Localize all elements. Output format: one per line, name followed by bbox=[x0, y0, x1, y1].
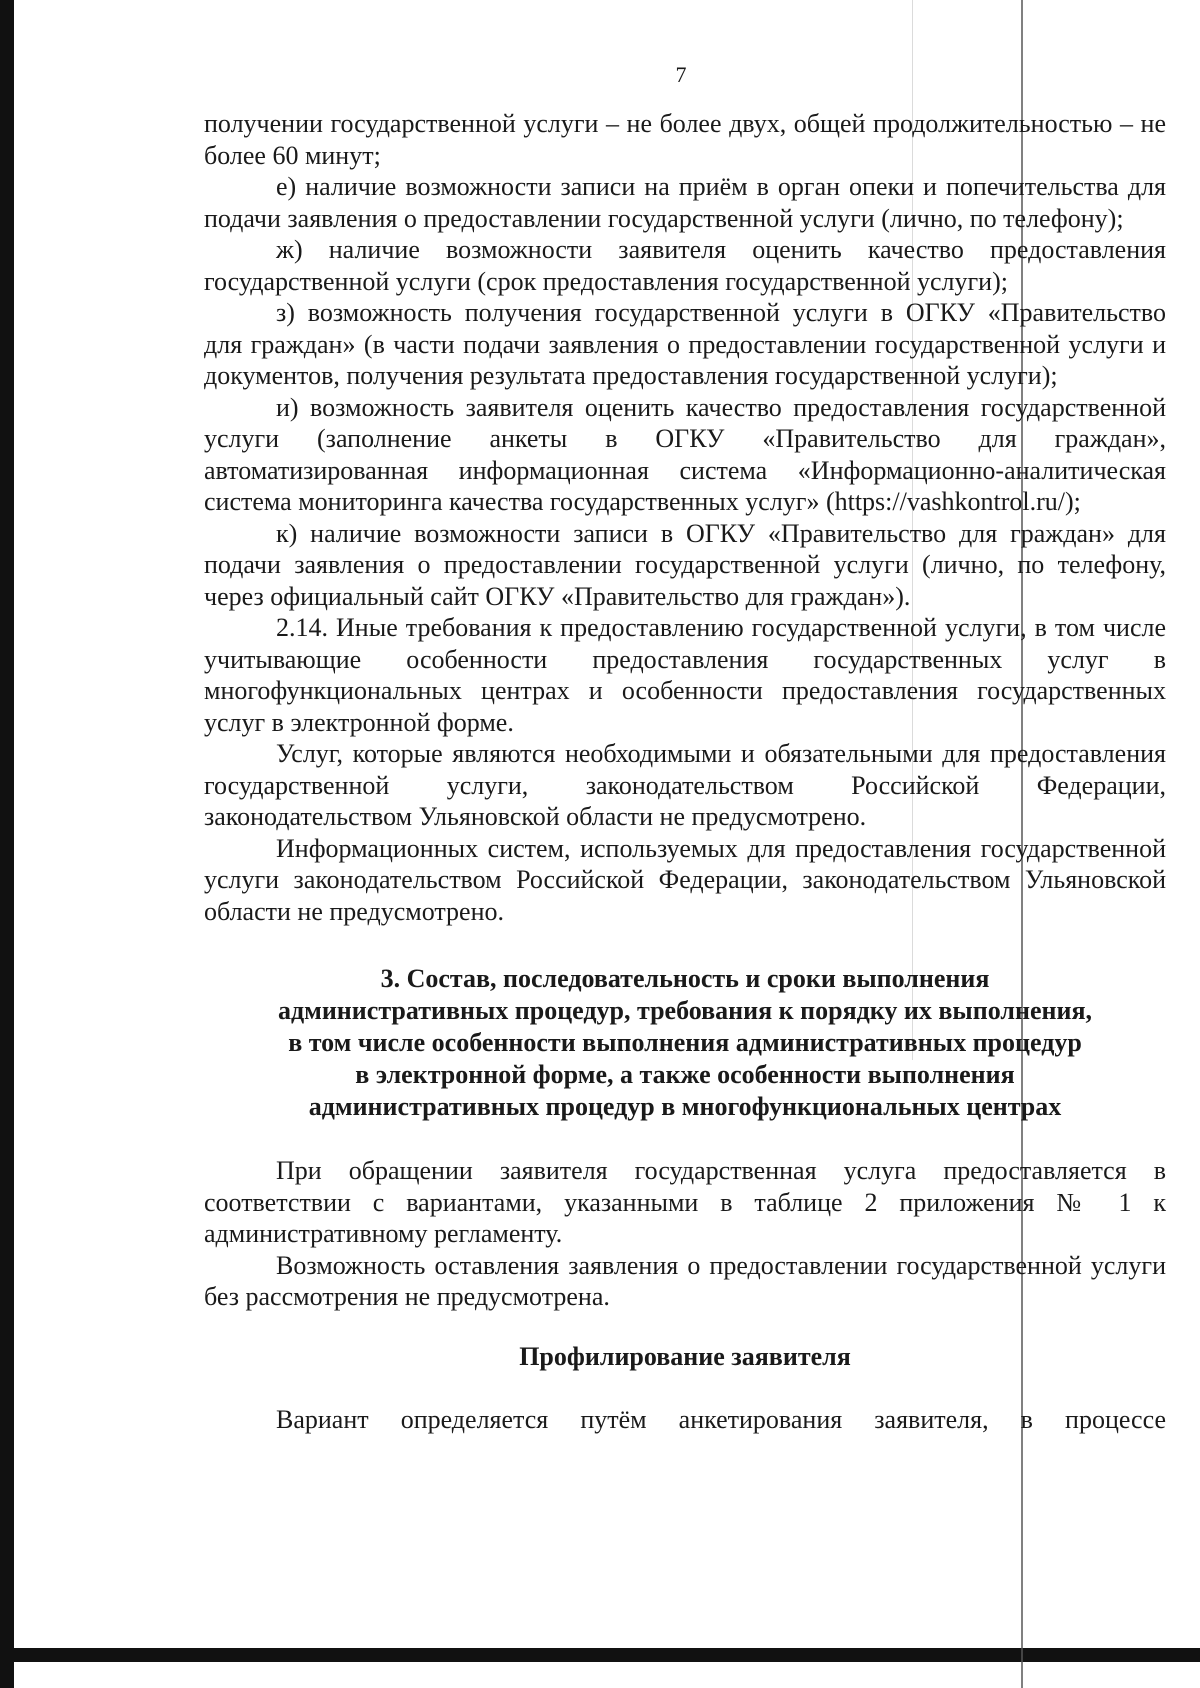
document-body bbox=[204, 108, 1166, 1436]
section-title-line: в том числе особенности выполнения административных процедур bbox=[288, 1028, 1082, 1057]
section-title-line: административных процедур, требования к порядку их выполнения, bbox=[277, 996, 1093, 1025]
section-3-title bbox=[204, 963, 1166, 1123]
paragraph-continuation: получении государственной услуги – не более двух, общей продолжительностью – не более 60 минут; bbox=[204, 109, 1166, 170]
paragraph-item-zh: ж) наличие возможности заявителя оценить качество предоставления государственной услуги (срок предоставления государственной услуги); bbox=[204, 235, 1166, 296]
paragraph-variant-determination: Вариант определяется путём анкетирования заявителя, в процессе bbox=[276, 1405, 1166, 1434]
paragraph-item-z: з) возможность получения государственной услуги в ОГКУ «Правительство для граждан» (в части подачи заявления о предоставлении государственной услуги и документов, получения результата предоставления государственной услуги); bbox=[204, 298, 1166, 390]
section-title-line: в электронной форме, а также особенности выполнения bbox=[355, 1060, 1015, 1089]
paragraph-item-e: е) наличие возможности записи на приём в орган опеки и попечительства для подачи заявления о предоставлении государственной услуги (лично, по телефону); bbox=[204, 172, 1166, 233]
page-number: 7 bbox=[675, 62, 687, 87]
paragraph-services: Услуг, которые являются необходимыми и обязательными для предоставления государственной услуги, законодательством Российской Федерации, законодательством Ульяновской области не предусмотрено. bbox=[204, 739, 1166, 831]
paragraph-info-systems: Информационных систем, используемых для предоставления государственной услуги законодательством Российской Федерации, законодательством Ульяновской области не предусмотрено. bbox=[204, 833, 1166, 926]
section-title-line: 3. Состав, последовательность и сроки выполнения bbox=[380, 964, 990, 993]
paragraph-no-dismissal: Возможность оставления заявления о предоставлении государственной услуги без рассмотрения не предусмотрена. bbox=[204, 1250, 1166, 1311]
subtitle-profiling: Профилирование заявителя bbox=[519, 1341, 851, 1371]
scan-border-bottom bbox=[0, 1648, 1200, 1662]
paragraph-2-14: 2.14. Иные требования к предоставлению государственной услуги, в том числе учитывающие особенности предоставления государственных услуг в многофункциональных центрах и особенности предоставления государственных услуг в электронной форме. bbox=[204, 613, 1166, 737]
paragraph-item-k: к) наличие возможности записи в ОГКУ «Правительство для граждан» для подачи заявления о предоставлении государственной услуги (лично, по телефону, через официальный сайт ОГКУ «Правительство для граждан»). bbox=[204, 518, 1166, 611]
scan-border-left bbox=[0, 0, 14, 1688]
paragraph-item-i: и) возможность заявителя оценить качество предоставления государственной услуги (заполнение анкеты в ОГКУ «Правительство для граждан», автоматизированная информационная система «Информационно-аналитическая система мониторинга качества государственных услуг» (https://vashkontrol.ru/); bbox=[204, 392, 1166, 516]
paragraph-variants: При обращении заявителя государственная услуга предоставляется в соответствии с вариантами, указанными в таблице 2 приложения № 1 к административному регламенту. bbox=[204, 1156, 1166, 1248]
section-title-line: административных процедур в многофункциональных центрах bbox=[308, 1092, 1062, 1121]
